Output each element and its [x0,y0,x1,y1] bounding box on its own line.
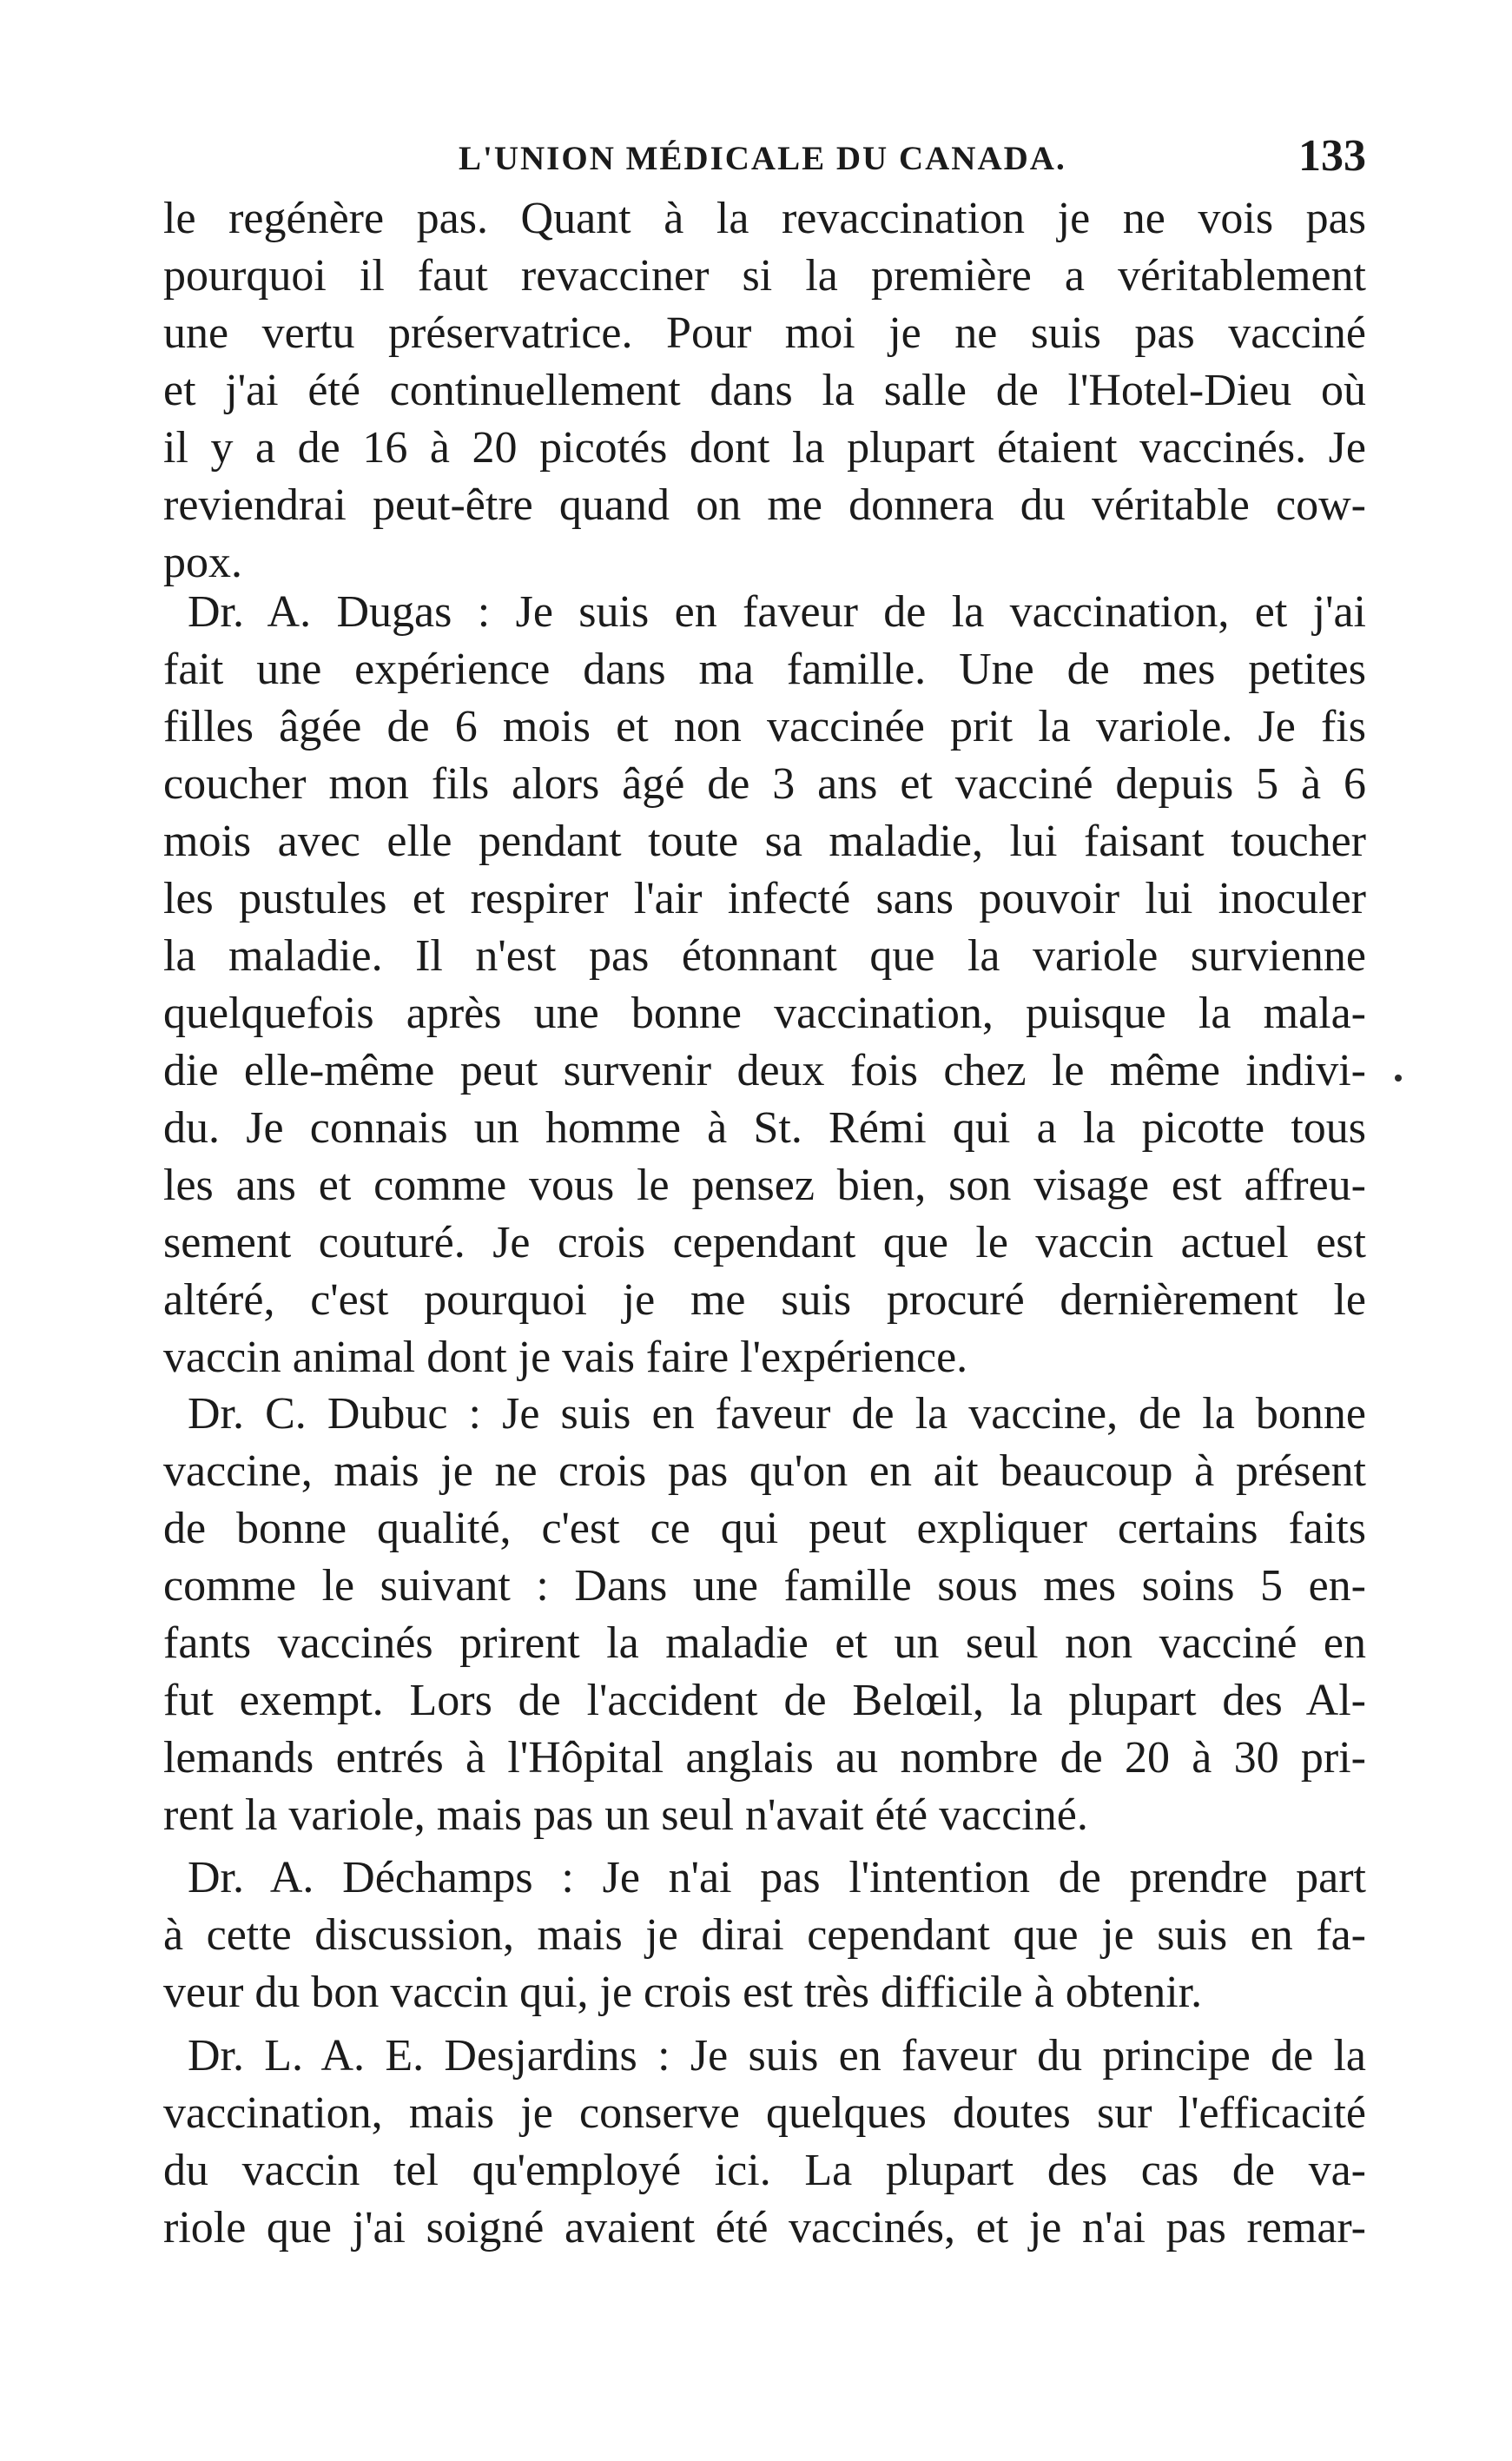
body-line: lemands entrés à l'Hôpital anglais au nombre de 20 à 30 pri- [163,1733,1366,1783]
body-line: fait une expérience dans ma famille. Une de mes petites [163,645,1366,694]
body-line: Dr. L. A. E. Desjardins : Je suis en faveur du principe de la [188,2031,1366,2081]
journal-title: L'UNION MÉDICALE DU CANADA. [459,140,1066,177]
body-line: les ans et comme vous le pensez bien, son visage est affreu- [163,1161,1366,1210]
body-line: fants vaccinés prirent la maladie et un seul non vacciné en [163,1618,1366,1668]
body-line: fut exempt. Lors de l'accident de Belœil, la plupart des Al- [163,1676,1366,1725]
running-head [163,130,1366,182]
body-line: coucher mon fils alors âgé de 3 ans et vacciné depuis 5 à 6 [163,759,1366,809]
page-number: 133 [1298,131,1366,181]
body-line: quelquefois après une bonne vaccination, puisque la mala- [163,989,1366,1038]
body-line: les pustules et respirer l'air infecté sans pouvoir lui inoculer [163,874,1366,923]
ink-speck [1395,1075,1402,1082]
body-line: filles âgée de 6 mois et non vaccinée prit la variole. Je fis [163,702,1366,751]
body-line: le regénère pas. Quant à la revaccination je ne vois pas [163,194,1366,243]
body-line: sement couturé. Je crois cependant que le vaccin actuel est [163,1218,1366,1267]
body-line: mois avec elle pendant toute sa maladie, lui faisant toucher [163,817,1366,866]
body-line: la maladie. Il n'est pas étonnant que la variole survienne [163,931,1366,981]
body-line: Dr. A. Dugas : Je suis en faveur de la vaccination, et j'ai [188,587,1366,637]
body-line: altéré, c'est pourquoi je me suis procuré dernièrement le [163,1275,1366,1325]
body-line: vaccin animal dont je vais faire l'expérience. [163,1333,968,1382]
body-line: vaccination, mais je conserve quelques doutes sur l'efficacité [163,2088,1366,2138]
body-line: du. Je connais un homme à St. Rémi qui a la picotte tous [163,1103,1366,1153]
body-line: reviendrai peut-être quand on me donnera du véritable cow- [163,480,1366,530]
body-line: et j'ai été continuellement dans la salle de l'Hotel-Dieu où [163,366,1366,415]
body-line: pox. [163,538,242,587]
body-line: il y a de 16 à 20 picotés dont la plupart étaient vaccinés. Je [163,423,1366,473]
body-line: die elle-même peut survenir deux fois chez le même indivi- [163,1046,1366,1095]
body-line: vaccine, mais je ne crois pas qu'on en ait beaucoup à présent [163,1446,1366,1496]
body-line: une vertu préservatrice. Pour moi je ne suis pas vacciné [163,308,1366,358]
body-line: du vaccin tel qu'employé ici. La plupart des cas de va- [163,2146,1366,2195]
body-line: rent la variole, mais pas un seul n'avait été vacciné. [163,1790,1088,1840]
body-line: comme le suivant : Dans une famille sous mes soins 5 en- [163,1561,1366,1611]
body-line: veur du bon vaccin qui, je crois est très difficile à obtenir. [163,1968,1203,2017]
body-line: Dr. C. Dubuc : Je suis en faveur de la vaccine, de la bonne [188,1389,1366,1439]
body-line: pourquoi il faut revacciner si la première a véritablement [163,251,1366,301]
body-line: riole que j'ai soigné avaient été vaccinés, et je n'ai pas remar- [163,2203,1366,2253]
body-line: à cette discussion, mais je dirai cependant que je suis en fa- [163,1910,1366,1960]
body-line: de bonne qualité, c'est ce qui peut expliquer certains faits [163,1504,1366,1553]
body-line: Dr. A. Déchamps : Je n'ai pas l'intention de prendre part [188,1853,1366,1902]
